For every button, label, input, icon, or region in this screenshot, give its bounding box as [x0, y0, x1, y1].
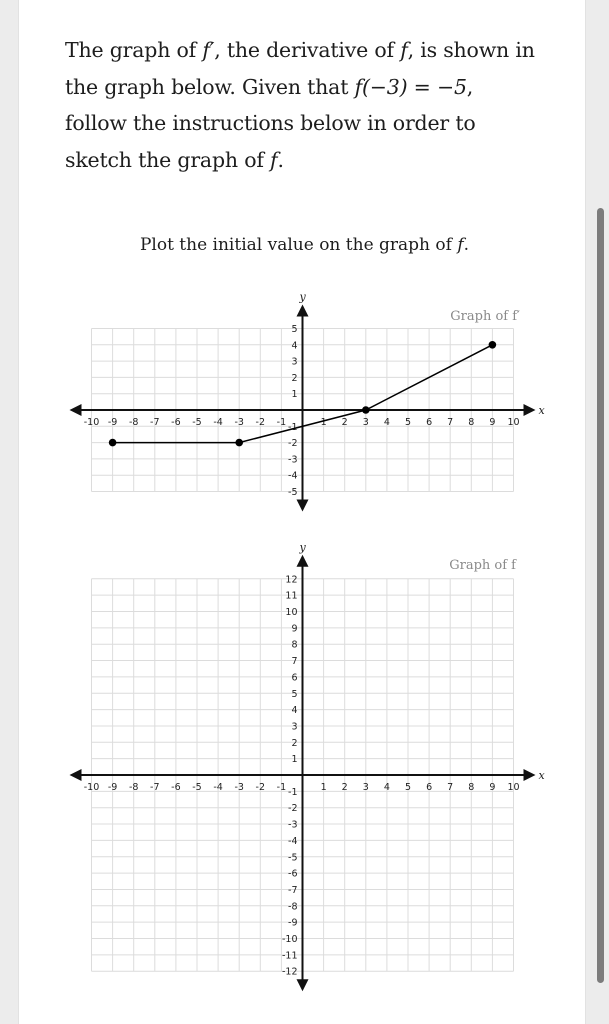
- instruction-text: .: [463, 235, 470, 255]
- prompt-text: .: [277, 147, 284, 172]
- x-tick-label: 4: [383, 417, 390, 428]
- prompt-text: , follow the instructions below in order to sketch the graph of: [65, 74, 476, 172]
- x-tick-label: 7: [447, 417, 454, 428]
- y-tick-label: -5: [288, 852, 298, 864]
- math-fprime: f′: [202, 38, 215, 62]
- math-f: f: [400, 38, 408, 62]
- x-tick-label: -9: [107, 417, 118, 428]
- y-tick-label: 1: [291, 389, 298, 401]
- y-tick-label: 12: [285, 574, 298, 586]
- y-tick-label: -12: [281, 966, 298, 978]
- graph-title: Graph of f: [449, 558, 516, 573]
- x-tick-label: 1: [320, 417, 327, 428]
- y-tick-label: -2: [288, 438, 298, 450]
- x-tick-label: 2: [341, 782, 348, 793]
- x-tick-label: -8: [128, 782, 139, 793]
- x-axis-label: x: [538, 769, 545, 782]
- y-tick-label: 4: [291, 340, 298, 352]
- prompt-text: The graph of: [65, 38, 203, 62]
- y-tick-label: 7: [291, 656, 298, 668]
- y-tick-label: -3: [288, 454, 298, 466]
- x-tick-label: -10: [83, 782, 100, 793]
- x-tick-label: 5: [404, 782, 412, 793]
- x-tick-label: 10: [507, 782, 520, 793]
- instruction-text: Plot the initial value on the graph of: [139, 235, 458, 255]
- x-tick-label: -6: [171, 417, 181, 428]
- y-tick-label: -4: [288, 470, 298, 482]
- y-axis-arrow-up: [297, 555, 309, 567]
- y-tick-label: 9: [291, 623, 298, 635]
- y-tick-label: 6: [291, 672, 298, 684]
- y-tick-label: 11: [285, 590, 298, 602]
- math-f: f: [457, 235, 464, 255]
- y-tick-label: -10: [281, 934, 298, 945]
- math-initial-value: f(−3) = −5: [354, 74, 467, 99]
- y-tick-label: 2: [291, 372, 298, 384]
- x-tick-label: 1: [320, 782, 327, 793]
- x-tick-label: 6: [426, 782, 433, 793]
- x-tick-label: 10: [507, 417, 520, 428]
- x-tick-label: -10: [83, 417, 100, 428]
- x-tick-label: 9: [489, 782, 496, 793]
- x-tick-label: 6: [426, 417, 433, 428]
- y-axis-label: y: [299, 540, 306, 554]
- x-tick-label: 2: [341, 417, 348, 428]
- y-tick-label: 8: [291, 639, 298, 651]
- x-tick-label: 8: [468, 782, 475, 793]
- x-axis-label: x: [538, 404, 545, 417]
- y-tick-label: -11: [281, 950, 298, 962]
- y-axis-label: y: [299, 290, 306, 304]
- y-tick-label: -9: [288, 917, 298, 929]
- prompt-text: , the derivative of: [214, 38, 401, 62]
- y-tick-label: 10: [285, 607, 298, 618]
- x-tick-label: -5: [192, 417, 202, 428]
- x-axis-arrow-left: [70, 769, 82, 781]
- x-tick-label: -6: [171, 782, 181, 793]
- x-tick-label: -3: [234, 782, 244, 793]
- x-tick-label: -7: [150, 782, 160, 793]
- x-tick-label: -8: [128, 417, 139, 428]
- x-tick-label: 8: [468, 417, 475, 428]
- y-tick-label: 1: [291, 754, 298, 766]
- x-tick-label: 9: [489, 417, 496, 428]
- x-tick-label: 7: [447, 782, 454, 793]
- x-tick-label: -2: [255, 417, 266, 428]
- x-tick-label: 3: [362, 417, 369, 428]
- x-tick-label: -1: [276, 417, 287, 428]
- y-tick-label: -5: [288, 487, 298, 498]
- y-tick-label: -4: [288, 835, 298, 847]
- prompt-text: , is shown in the graph below. Given that: [65, 38, 535, 99]
- x-tick-label: -2: [255, 782, 266, 793]
- graph-title: Graph of f′: [450, 309, 520, 324]
- math-f: f: [270, 147, 278, 172]
- x-tick-label: -9: [107, 782, 118, 793]
- y-tick-label: 5: [291, 688, 298, 700]
- x-tick-label: -3: [234, 417, 244, 428]
- y-tick-label: -1: [288, 786, 298, 798]
- x-axis-arrow-right: [524, 769, 536, 781]
- y-tick-label: -3: [288, 819, 298, 831]
- y-axis-arrow-down: [297, 979, 309, 991]
- x-tick-label: 4: [383, 782, 390, 793]
- y-tick-label: 4: [291, 705, 298, 717]
- x-tick-label: -7: [150, 417, 160, 428]
- y-tick-label: 2: [291, 737, 298, 749]
- x-tick-label: -4: [213, 782, 223, 793]
- x-tick-label: 5: [404, 417, 412, 428]
- y-tick-label: -6: [288, 868, 298, 880]
- y-tick-label: -8: [288, 901, 298, 913]
- x-tick-label: 3: [362, 782, 369, 793]
- x-tick-label: -4: [213, 417, 223, 428]
- y-tick-label: -7: [288, 884, 298, 896]
- x-tick-label: -1: [276, 782, 287, 793]
- y-tick-label: 3: [291, 356, 298, 368]
- y-tick-label: 5: [291, 324, 298, 335]
- scrollbar[interactable]: [597, 208, 604, 983]
- y-tick-label: 3: [291, 721, 298, 733]
- x-tick-label: -5: [192, 782, 202, 793]
- y-tick-label: -2: [288, 803, 298, 815]
- y-tick-label: -1: [288, 421, 298, 433]
